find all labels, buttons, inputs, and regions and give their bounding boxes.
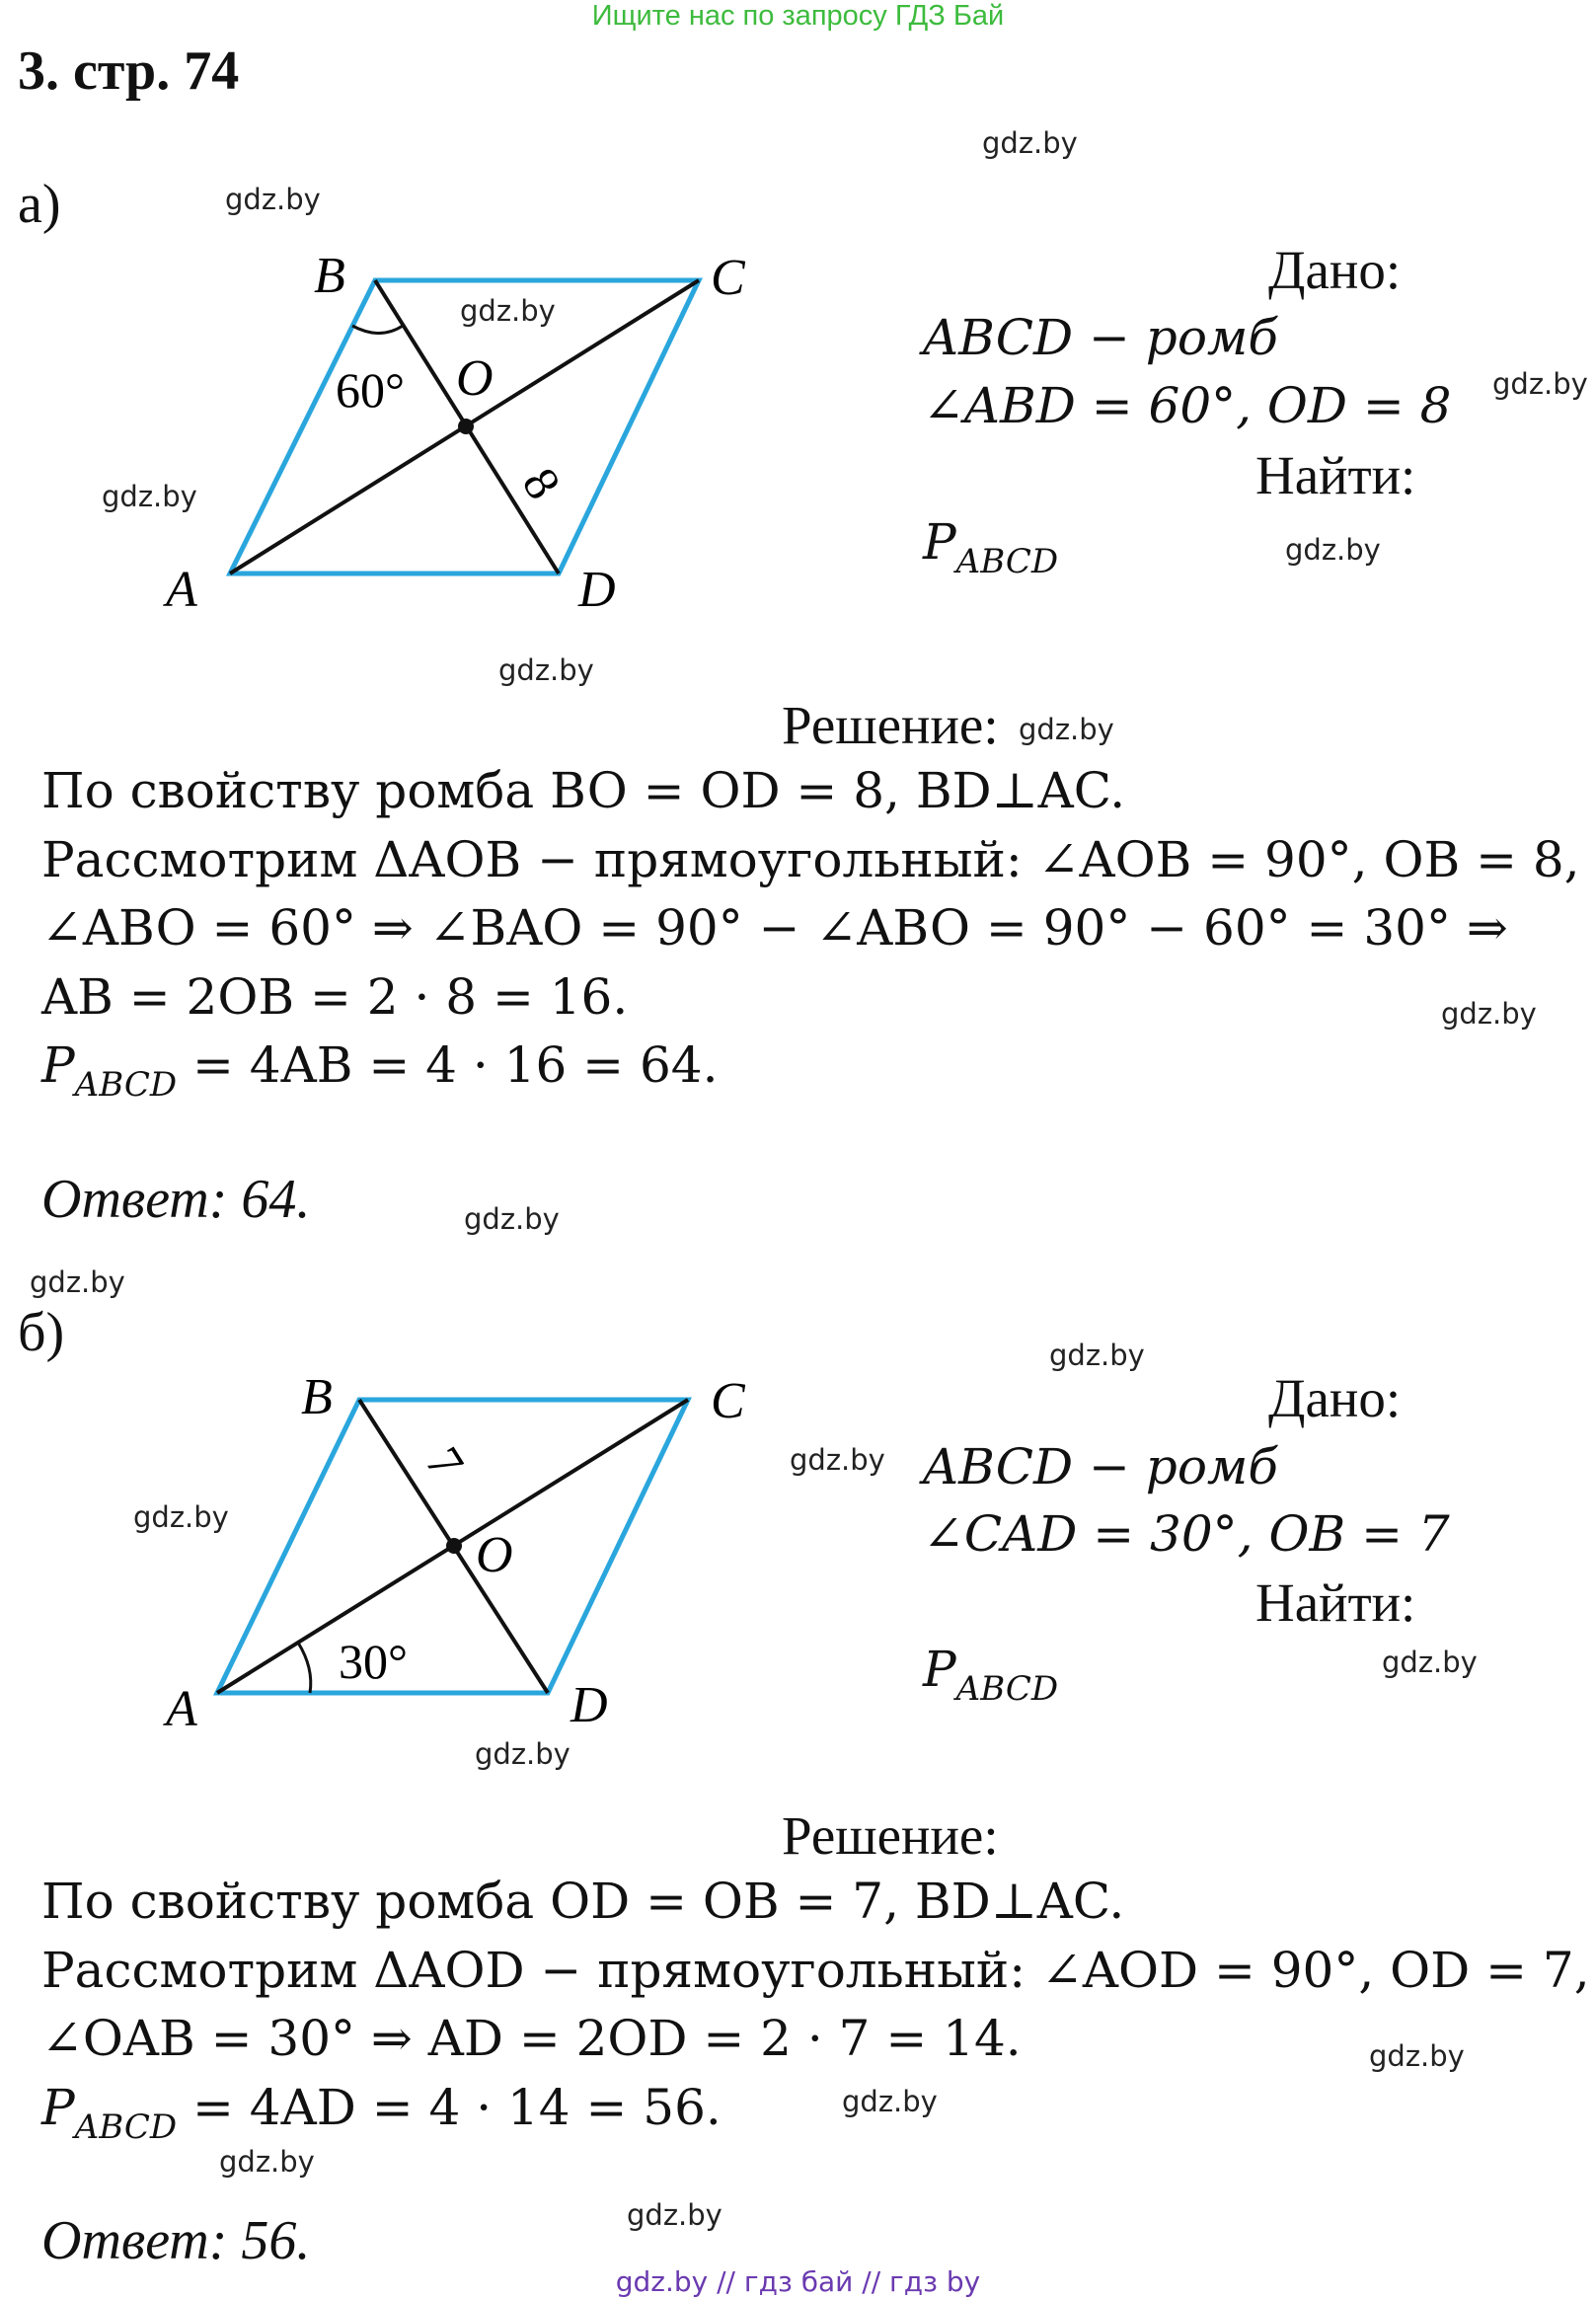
solution-title-a: Решение:	[782, 695, 999, 755]
watermark: gdz.by	[1049, 1339, 1145, 1372]
vertex-c-b: C	[711, 1373, 745, 1429]
vertex-d-a: D	[578, 562, 616, 618]
given-line-2-b: ∠CAD = 30°, OB = 7	[923, 1505, 1450, 1563]
find-title-b: Найти:	[1255, 1572, 1416, 1633]
part-a-label: а)	[18, 174, 61, 235]
watermark: gdz.by	[464, 1202, 560, 1236]
watermark: gdz.by	[790, 1443, 885, 1477]
vertex-c-a: C	[711, 250, 745, 306]
rhombus-figure-b	[148, 1362, 790, 1757]
vertex-a-a: A	[166, 562, 197, 618]
given-line-2-a: ∠ABD = 60°, OD = 8	[923, 377, 1452, 434]
angle-arc-b	[298, 1643, 311, 1693]
page-title: 3. стр. 74	[18, 40, 240, 102]
find-perimeter-a: $P_{ABCD}$	[923, 513, 1059, 581]
solution-line-2-a: Рассмотрим ΔAOB − прямоугольный: ∠AOB = 90°, OB = 8,	[41, 831, 1580, 888]
center-point-a	[458, 419, 474, 434]
watermark: gdz.by	[475, 1737, 570, 1771]
find-title-a: Найти:	[1255, 445, 1416, 505]
watermark: gdz.by	[225, 183, 321, 216]
watermark: gdz.by	[1285, 533, 1381, 567]
watermark: gdz.by	[1019, 713, 1114, 746]
solution-title-b: Решение:	[782, 1805, 999, 1866]
given-title-b: Дано:	[1268, 1368, 1402, 1428]
answer-a: Ответ: 64.	[41, 1169, 311, 1230]
vertex-o-b: O	[476, 1527, 513, 1583]
watermark: gdz.by	[627, 2198, 722, 2232]
vertex-o-a: O	[456, 350, 494, 407]
solution-line-3-b: ∠OAB = 30° ⇒ AD = 2OD = 2 · 7 = 14.	[41, 2010, 1022, 2067]
vertex-d-b: D	[570, 1677, 608, 1733]
solution-line-5-a: $P_{ABCD} = 4AB = 4 \cdot 16 = 64$.	[41, 1036, 719, 1105]
watermark: gdz.by	[1369, 2039, 1465, 2073]
angle-label-b: 30°	[339, 1634, 408, 1689]
watermark: gdz.by	[498, 653, 594, 687]
watermark: gdz.by	[982, 126, 1078, 160]
segment-label-a: 8	[511, 458, 572, 509]
find-perimeter-b: $P_{ABCD}$	[923, 1641, 1059, 1709]
watermark: gdz.by	[842, 2085, 938, 2118]
answer-b: Ответ: 56.	[41, 2210, 311, 2271]
given-line-1-a: ABCD − ромб	[923, 309, 1278, 366]
watermark: gdz.by	[219, 2145, 315, 2179]
watermark: gdz.by	[102, 480, 197, 513]
solution-line-2-b: Рассмотрим ΔAOD − прямоугольный: ∠AOD = 90°, OD = 7,	[41, 1942, 1590, 1999]
solution-line-1-b: По свойству ромба OD = OB = 7, BD⊥AC.	[41, 1873, 1125, 1930]
watermark: gdz.by	[1382, 1646, 1478, 1679]
watermark: gdz.by	[1441, 997, 1537, 1031]
given-line-1-b: ABCD − ромб	[923, 1438, 1278, 1495]
solution-line-4-b: $P_{ABCD} = 4AD = 4 \cdot 14 = 56$.	[41, 2079, 722, 2147]
solution-line-1-a: По свойству ромба BO = OD = 8, BD⊥AC.	[41, 762, 1126, 819]
footer-links: gdz.by // гдз бай // гдз by	[615, 2265, 981, 2298]
angle-arc-a	[352, 326, 403, 334]
watermark: gdz.by	[1492, 367, 1588, 401]
angle-label-a: 60°	[336, 362, 405, 418]
top-banner: Ищите нас по запросу ГДЗ Бай	[591, 0, 1005, 32]
vertex-b-b: B	[301, 1369, 333, 1425]
watermark: gdz.by	[30, 1265, 125, 1299]
vertex-b-a: B	[314, 248, 345, 304]
given-title-a: Дано:	[1268, 240, 1402, 300]
solution-line-4-a: AB = 2OB = 2 · 8 = 16.	[41, 968, 629, 1026]
solution-line-3-a: ∠ABO = 60° ⇒ ∠BAO = 90° − ∠ABO = 90° − 60° = 30° ⇒	[41, 899, 1508, 957]
watermark: gdz.by	[133, 1500, 229, 1534]
vertex-a-b: A	[166, 1681, 197, 1737]
part-b-label: б)	[18, 1302, 65, 1363]
watermark: gdz.by	[460, 294, 556, 328]
center-point-b	[446, 1538, 462, 1554]
segment-label-b: 7	[415, 1437, 476, 1489]
